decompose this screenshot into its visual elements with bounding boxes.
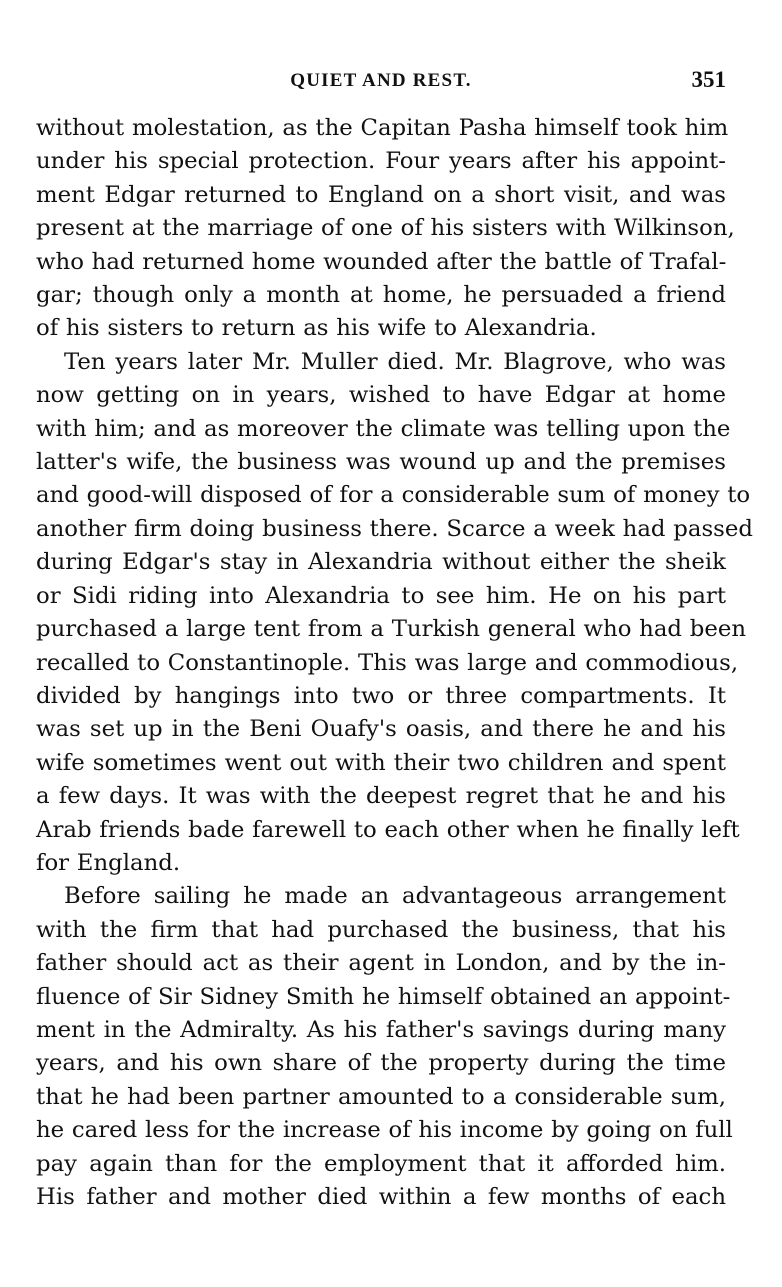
text-line: another firm doing business there. Scarce a week had passed [36, 515, 753, 542]
text-line: during Edgar's stay in Alexandria without either the sheik [36, 549, 726, 576]
text-line: Ten years later Mr. Muller died. Mr. Blagrove, who was [64, 348, 726, 375]
text-line: of his sisters to return as his wife to Alexandria. [36, 315, 597, 342]
text-line: with the firm that had purchased the business, that his [36, 916, 726, 943]
text-line: years, and his own share of the property during the time [36, 1050, 726, 1077]
text-line: gar; though only a month at home, he persuaded a friend [36, 282, 726, 309]
text-line: pay again than for the employment that it afforded him. [36, 1150, 726, 1177]
text-line: now getting on in years, wished to have Edgar at home [36, 382, 726, 409]
text-line: Before sailing he made an advantageous arrangement [64, 883, 726, 910]
text-line: ment in the Admiralty. As his father's savings during many [36, 1016, 726, 1043]
text-line: present at the marriage of one of his sisters with Wilkinson, [36, 215, 735, 242]
paragraph-3 [36, 880, 733, 1214]
page-header-title: QUIET AND REST. [290, 70, 472, 91]
text-line: for England. [36, 849, 181, 876]
book-page [36, 62, 753, 1214]
page-number: 351 [691, 67, 726, 92]
paragraph-1 [36, 112, 735, 346]
text-line: was set up in the Beni Ouafy's oasis, and there he and his [36, 716, 726, 743]
text-line: he cared less for the increase of his income by going on full [36, 1117, 733, 1144]
text-line: purchased a large tent from a Turkish general who had been [36, 616, 747, 643]
running-head [36, 62, 726, 96]
text-line: without molestation, as the Capitan Pasha himself took him [36, 115, 729, 141]
text-line: under his special protection. Four years after his appoint- [36, 148, 726, 175]
text-line: father should act as their agent in London, and by the in- [36, 950, 726, 977]
text-line: that he had been partner amounted to a considerable sum, [36, 1083, 726, 1110]
text-line: latter's wife, the business was wound up and the premises [36, 449, 726, 476]
paragraph-2 [36, 346, 753, 881]
text-line: wife sometimes went out with their two children and spent [36, 749, 726, 776]
text-line: fluence of Sir Sidney Smith he himself obtained an appoint- [36, 983, 731, 1010]
text-line: recalled to Constantinople. This was large and commodious, [36, 649, 739, 676]
text-line: and good-will disposed of for a considerable sum of money to [36, 482, 751, 509]
text-line: a few days. It was with the deepest regret that he and his [36, 783, 726, 810]
text-line: divided by hangings into two or three compartments. It [36, 682, 726, 709]
text-line: with him; and as moreover the climate was telling upon the [36, 415, 731, 442]
text-line: who had returned home wounded after the battle of Trafal- [36, 248, 727, 275]
text-line: Arab friends bade farewell to each other when he finally left [36, 816, 740, 843]
text-line: or Sidi riding into Alexandria to see him. He on his part [36, 582, 726, 609]
body-text [36, 112, 753, 1214]
text-line: ment Edgar returned to England on a short visit, and was [36, 181, 726, 208]
text-line: His father and mother died within a few months of each [36, 1184, 726, 1210]
